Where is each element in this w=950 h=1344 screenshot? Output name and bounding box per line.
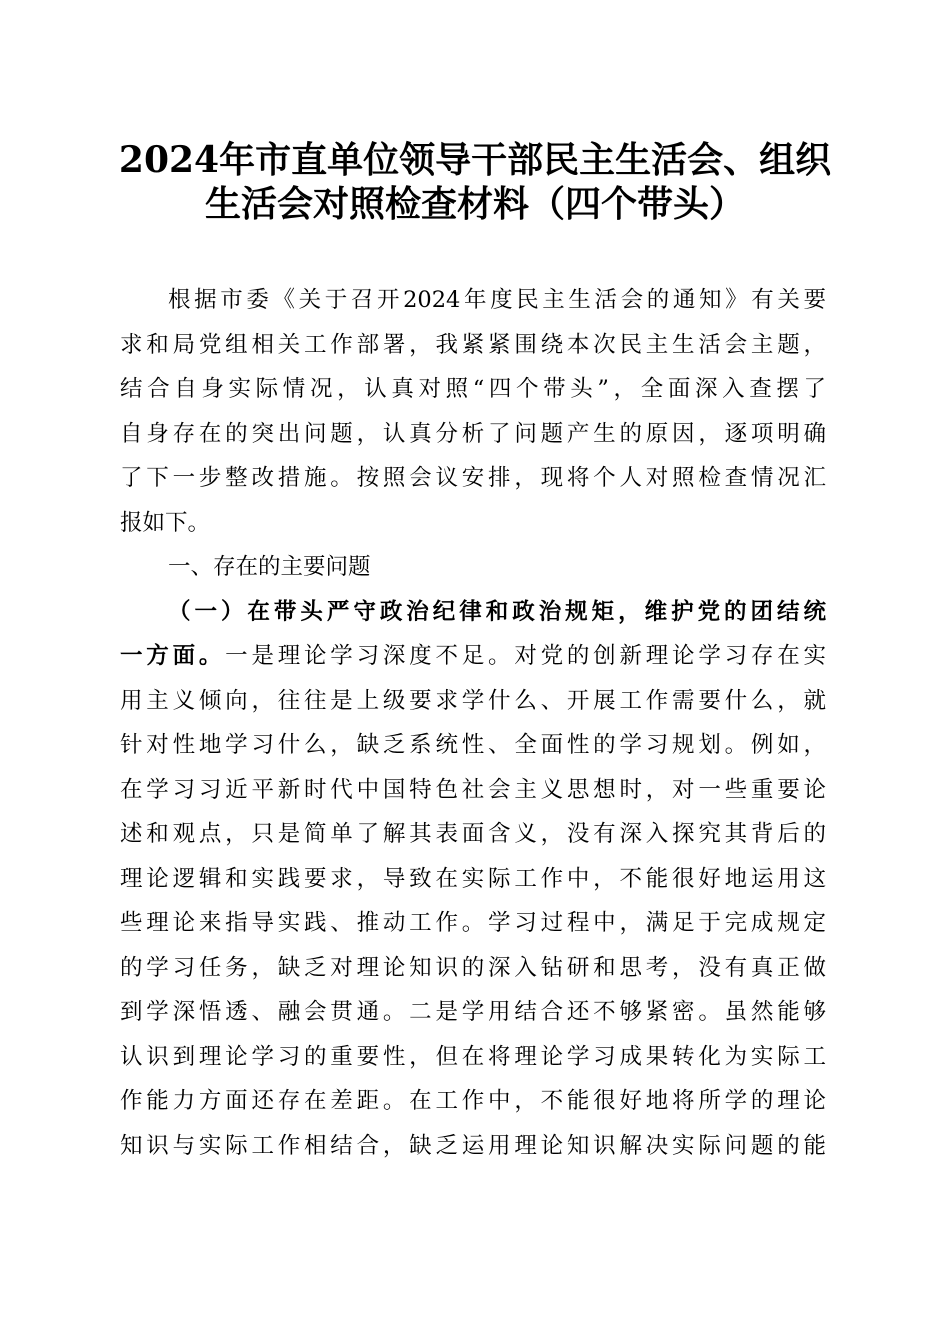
body-line-7: 的学习任务，缺乏对理论知识的深入钻研和思考，没有真正做 [120, 954, 826, 981]
subsection-heading-text: （一）在带头严守政治纪律和政治规矩，维护党的团结统 [168, 598, 826, 625]
body-line-4: 述和观点，只是简单了解其表面含义，没有深入探究其背后的 [120, 821, 826, 847]
intro-line-2: 求和局党组相关工作部署，我紧紧围绕本次民主生活会主题， [120, 331, 826, 358]
body-line-10: 作能力方面还存在差距。在工作中，不能很好地将所学的理论 [120, 1088, 826, 1114]
intro-line-5: 了下一步整改措施。按照会议安排，现将个人对照检查情况汇 [120, 465, 826, 491]
document-title [100, 138, 850, 226]
section-heading-1: 一、存在的主要问题 [168, 554, 371, 580]
subsection-heading-end: 一方面。 [120, 643, 226, 669]
body-line-6: 些理论来指导实践、推动工作。学习过程中，满足于完成规定 [120, 910, 826, 936]
intro-line-4: 自身存在的突出问题，认真分析了问题产生的原因，逐项明确 [120, 420, 826, 447]
document-body [120, 278, 826, 1168]
body-line-5: 理论逻辑和实践要求，导致在实际工作中，不能很好地运用这 [120, 865, 826, 892]
title-line-1: 2024年市直单位领导干部民主生活会、组织 [118, 139, 832, 181]
body-line-3: 在学习习近平新时代中国特色社会主义思想时，对一些重要论 [120, 776, 826, 803]
title-line-2: 生活会对照检查材料（四个带头） [204, 183, 745, 225]
subsection-line-2 [120, 634, 826, 679]
intro-line-6: 报如下。 [120, 509, 211, 536]
body-line-11: 知识与实际工作相结合，缺乏运用理论知识解决实际问题的能 [120, 1132, 826, 1159]
subsection-line-2-text: 一是理论学习深度不足。对党的创新理论学习存在实 [225, 643, 826, 669]
intro-line-3: 结合自身实际情况，认真对照“四个带头”，全面深入查摆了 [120, 376, 826, 402]
intro-line-1: 根据市委《关于召开2024年度民主生活会的通知》有关要 [168, 287, 826, 313]
body-line-1: 用主义倾向，往往是上级要求学什么、开展工作需要什么，就 [120, 687, 826, 714]
subsection-heading-line [120, 590, 826, 635]
body-line-9: 认识到理论学习的重要性，但在将理论学习成果转化为实际工 [120, 1043, 826, 1070]
body-line-8: 到学深悟透、融会贯通。二是学用结合还不够紧密。虽然能够 [120, 999, 826, 1025]
body-line-2: 针对性地学习什么，缺乏系统性、全面性的学习规划。例如， [120, 732, 826, 758]
